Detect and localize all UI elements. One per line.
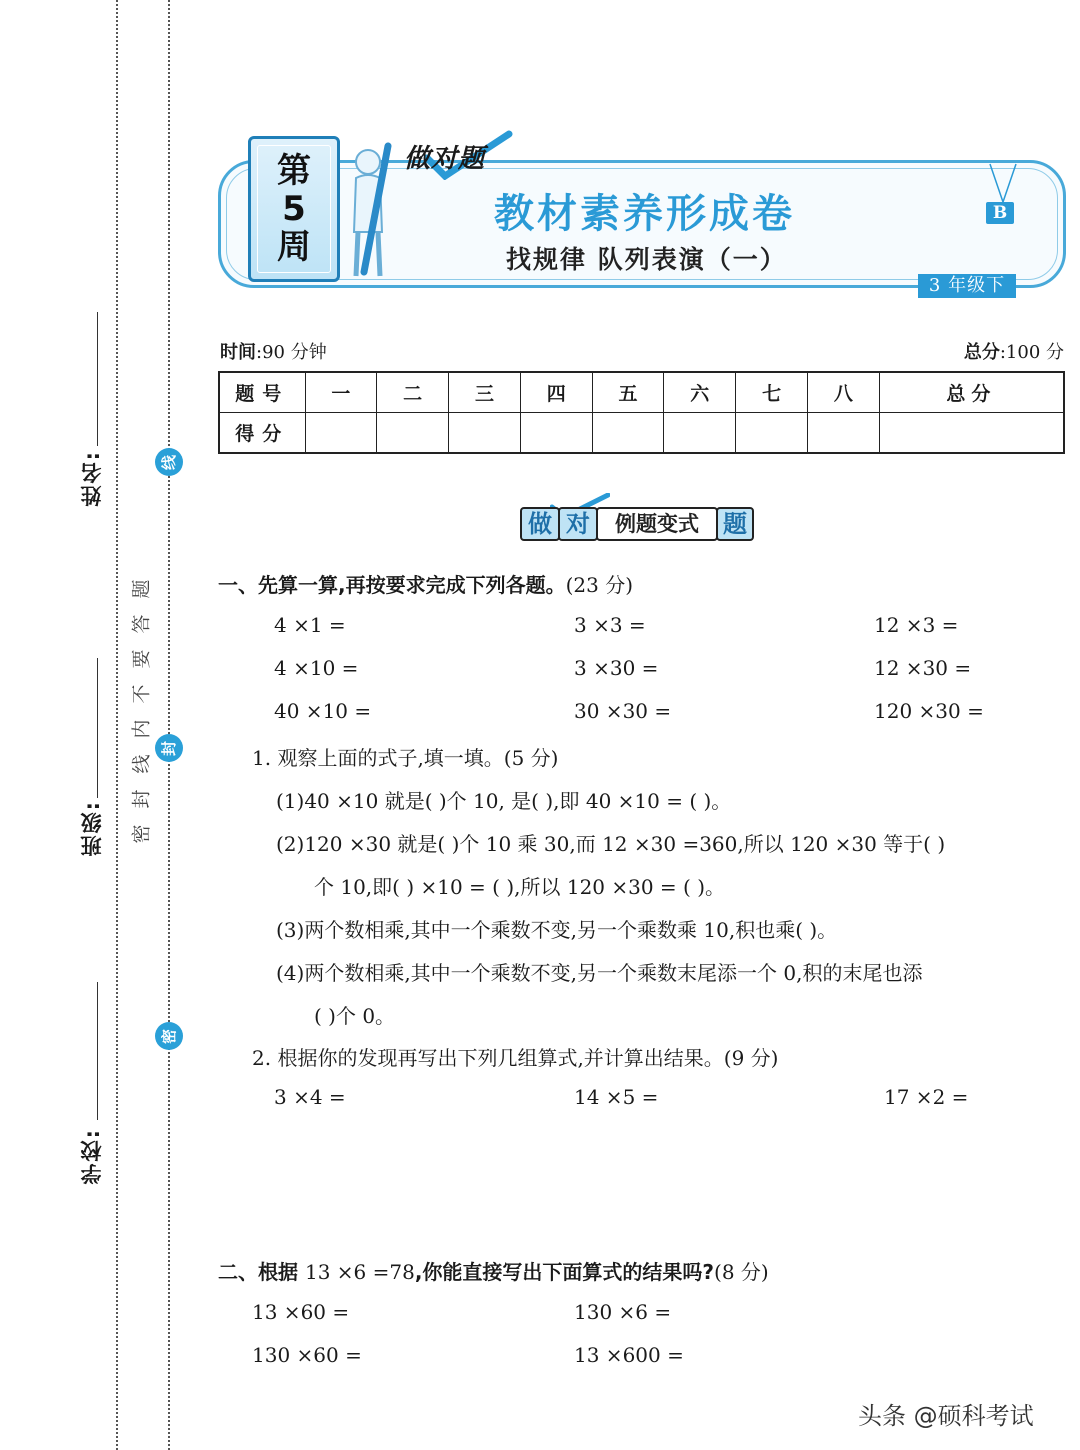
expression: 30 ×30 = [574, 699, 672, 723]
warning-char: 封 [130, 789, 153, 809]
q1-fill-line: (3)两个数相乘,其中一个乘数不变,另一个乘数乘 10,积也乘( )。 [276, 918, 838, 942]
q1-sub2-heading: 2. 根据你的发现再写出下列几组算式,并计算出结果。(9 分) [252, 1046, 779, 1070]
expression: 3 ×30 = [574, 656, 659, 680]
section-logo-text: 例题变式 [596, 507, 718, 541]
school-field [72, 1128, 112, 1184]
score-entry-cell[interactable] [377, 413, 449, 454]
seal-secret-badge: 密 [155, 1022, 183, 1050]
score-table-cell: 六 [664, 372, 736, 413]
section-logo-char: 做 [520, 507, 560, 541]
expression: 3 ×3 = [574, 613, 646, 637]
expression: 17 ×2 = [884, 1085, 969, 1109]
class-label: 班级: [80, 800, 104, 857]
week-badge-text: 第 [277, 151, 311, 191]
no-answer-warning [128, 578, 156, 845]
score-table-cell: 四 [520, 372, 592, 413]
mascot-figure-icon [338, 140, 398, 280]
tag-string-icon [988, 162, 1018, 204]
page-subtitle: 找规律 队列表演（一） [506, 245, 787, 274]
score-table-cell: 二 [377, 372, 449, 413]
score-table-score-row [219, 413, 1064, 454]
name-field [72, 450, 112, 506]
score-table [218, 371, 1065, 454]
expression: 120 ×30 = [874, 699, 984, 723]
expression: 4 ×10 = [274, 656, 359, 680]
warning-char: 内 [130, 719, 153, 739]
score-table-cell: 七 [736, 372, 808, 413]
name-label: 姓名: [80, 450, 104, 507]
class-blank-line [97, 658, 98, 798]
week-badge [248, 136, 340, 282]
warning-char: 要 [130, 649, 153, 669]
score-table-cell: 题号 [219, 372, 305, 413]
q1-fill-line: ( )个 0。 [314, 1004, 396, 1028]
warning-char: 答 [130, 614, 153, 634]
expression: 12 ×30 = [874, 656, 972, 680]
q1-fill-line: 个 10,即( ) ×10 = ( ),所以 120 ×30 = ( )。 [314, 875, 726, 899]
page-title: 教材素养形成卷 [494, 191, 795, 237]
expression: 130 ×6 = [574, 1300, 672, 1324]
expression: 13 ×60 = [252, 1300, 350, 1324]
score-table-cell: 三 [449, 372, 521, 413]
seal-line-badge: 线 [155, 448, 183, 476]
binding-dotted-line [116, 0, 118, 1450]
expression: 14 ×5 = [574, 1085, 659, 1109]
q2-heading: 二、根据 13 ×6 =78,你能直接写出下面算式的结果吗?(8 分) [218, 1260, 769, 1284]
score-entry-cell[interactable] [592, 413, 664, 454]
warning-char: 题 [130, 579, 153, 599]
q1-fill-line: (4)两个数相乘,其中一个乘数不变,另一个乘数末尾添一个 0,积的末尾也添 [276, 961, 923, 985]
name-blank-line [97, 312, 98, 446]
score-table-cell: 八 [807, 372, 879, 413]
week-badge-text: 周 [277, 227, 311, 267]
seal-seal-badge: 封 [155, 734, 183, 762]
expression: 12 ×3 = [874, 613, 959, 637]
section-logo-char: 题 [716, 507, 754, 541]
version-badge: B [986, 202, 1014, 224]
watermark: 头条 @硕科考试 [858, 1402, 1034, 1430]
q1-heading: 一、先算一算,再按要求完成下列各题。(23 分) [218, 573, 634, 597]
score-table-cell: 总分 [879, 372, 1064, 413]
score-table-cell: 五 [592, 372, 664, 413]
score-entry-cell[interactable] [664, 413, 736, 454]
grade-badge: 3 年级下 [918, 274, 1016, 298]
score-entry-cell[interactable] [807, 413, 879, 454]
header-banner [218, 122, 1066, 294]
score-entry-cell[interactable] [305, 413, 377, 454]
time-limit: 时间:90 分钟 [220, 342, 327, 363]
week-badge-number: 5 [282, 189, 306, 229]
warning-char: 线 [130, 754, 153, 774]
score-entry-cell[interactable] [879, 413, 1064, 454]
q1-fill-line: (2)120 ×30 就是( )个 10 乘 30,而 12 ×30 =360,所以 120 ×30 等于( ) [276, 832, 946, 856]
warning-char: 不 [130, 684, 153, 704]
school-blank-line [97, 982, 98, 1120]
q1-fill-line: (1)40 ×10 就是( )个 10, 是( ),即 40 ×10 = ( )。 [276, 789, 732, 813]
score-entry-cell[interactable] [449, 413, 521, 454]
total-score: 总分:100 分 [963, 342, 1064, 363]
section-logo [520, 497, 760, 549]
school-label: 学校: [80, 1128, 104, 1185]
section-logo-char: 对 [558, 507, 598, 541]
score-table-cell: 得分 [219, 413, 305, 454]
expression: 3 ×4 = [274, 1085, 346, 1109]
expression: 40 ×10 = [274, 699, 372, 723]
score-table-header-row [219, 372, 1064, 413]
class-field [72, 800, 112, 856]
series-logo: 做对题 [404, 144, 486, 174]
score-table-cell: 一 [305, 372, 377, 413]
score-entry-cell[interactable] [520, 413, 592, 454]
warning-char: 密 [130, 824, 153, 844]
expression: 13 ×600 = [574, 1343, 684, 1367]
expression: 130 ×60 = [252, 1343, 362, 1367]
binding-dotted-line-inner [168, 0, 170, 1450]
score-entry-cell[interactable] [736, 413, 808, 454]
q1-sub1-heading: 1. 观察上面的式子,填一填。(5 分) [252, 746, 559, 770]
expression: 4 ×1 = [274, 613, 346, 637]
